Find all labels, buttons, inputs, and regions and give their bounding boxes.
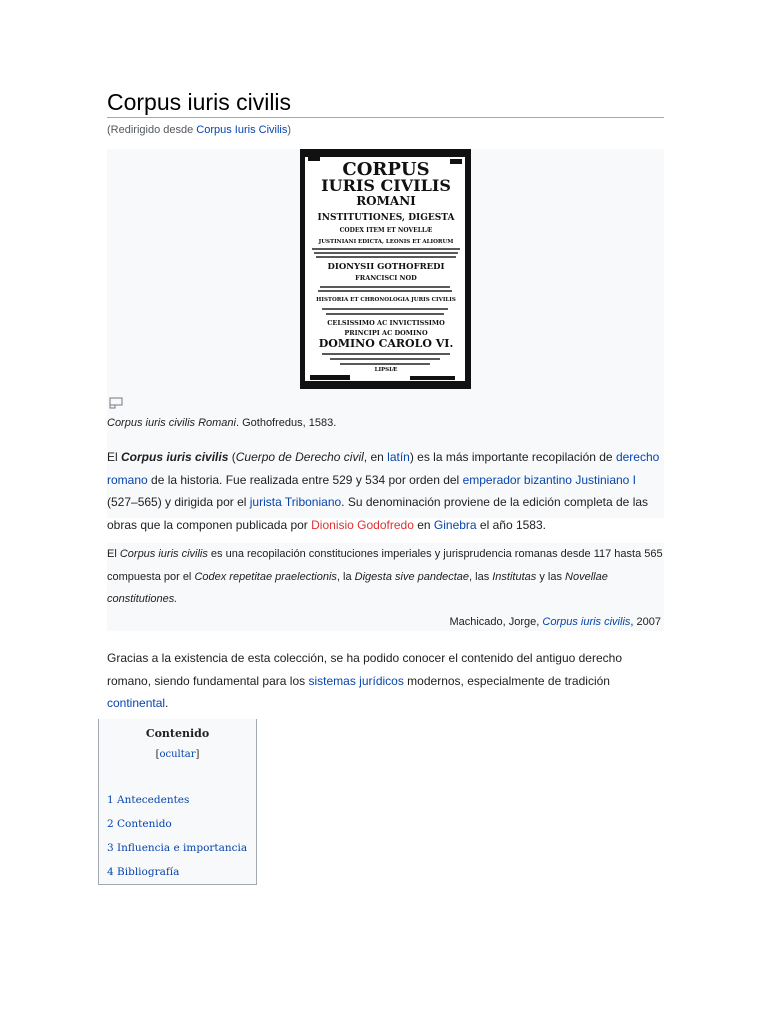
link-justiniano[interactable]: Justiniano I xyxy=(575,472,637,487)
link-ginebra[interactable]: Ginebra xyxy=(433,518,477,533)
redirect-prefix: (Redirigido desde xyxy=(107,124,197,136)
link-triboniano[interactable]: Triboniano xyxy=(284,495,342,510)
italic-term: Corpus iuris civilis xyxy=(119,548,208,560)
toc-toggle xyxy=(99,749,256,760)
text: (527–565) y dirigida por el xyxy=(107,495,250,510)
caption-title: Corpus iuris civilis Romani xyxy=(107,417,236,429)
toc-item[interactable] xyxy=(107,836,256,860)
text: . Su denominación proviene de la edición completa de las obras que la componen publicada por xyxy=(107,495,649,533)
bracket: [ xyxy=(155,749,160,760)
image-line-7: DIONYSII GOTHOFREDI xyxy=(327,262,445,272)
intro-paragraph xyxy=(107,446,664,537)
image-caption xyxy=(107,417,336,429)
article xyxy=(107,88,664,710)
text: Machicado, Jorge, xyxy=(449,615,543,628)
quote-source xyxy=(107,611,664,634)
text: de la historia. Fue realizada entre 529 y 534 por orden del xyxy=(147,472,463,487)
image-line-8: FRANCISCI NOD xyxy=(355,274,417,282)
image-line-6: JUSTINIANI EDICTA, LEONIS ET ALIORUM xyxy=(318,239,454,245)
text: y las xyxy=(536,570,566,583)
table-of-contents xyxy=(98,719,257,885)
image-line-13: LIPSIÆ xyxy=(374,367,398,373)
image-line-11: PRINCIPI AC DOMINO xyxy=(344,329,428,337)
toc-item-label[interactable]: 2 Contenido xyxy=(107,818,172,830)
toc-item[interactable] xyxy=(107,788,256,812)
image-line-3: ROMANI xyxy=(356,194,416,208)
page-title: Corpus iuris civilis xyxy=(107,88,664,118)
bold-term: Corpus iuris civilis xyxy=(121,450,229,464)
link-continental[interactable]: continental xyxy=(107,696,166,710)
toc-hide-link[interactable]: ocultar xyxy=(159,749,196,760)
book-title-page-image[interactable] xyxy=(300,149,471,389)
italic-term: Digesta sive pandectae xyxy=(354,570,470,583)
toc-item-label[interactable]: 3 Influencia e importancia xyxy=(107,842,248,854)
text: Gracias a la existencia de esta colección, se ha podido conocer el contenido del antiguo derecho romano, siendo fundamental para los xyxy=(107,651,622,688)
link-emperador-bizantino[interactable]: emperador bizantino xyxy=(462,472,572,487)
link-derecho-romano[interactable]: derecho romano xyxy=(107,450,660,487)
text: , la xyxy=(336,570,355,583)
blockquote xyxy=(107,543,664,631)
image-line-1: CORPUS xyxy=(342,159,430,180)
image-line-4: INSTITUTIONES, DIGESTA xyxy=(317,213,455,223)
text: , en xyxy=(363,450,388,464)
toc-item[interactable] xyxy=(107,860,256,884)
italic-term: Codex repetitae praelectionis xyxy=(194,570,337,583)
toc-item-label[interactable]: 4 Bibliografía xyxy=(107,866,180,878)
redlink-dionisio-godofredo[interactable]: Dionisio Godofredo xyxy=(311,518,414,533)
redirect-suffix: ) xyxy=(287,124,292,136)
italic-term: Novellae constitutiones. xyxy=(107,570,608,605)
text: El xyxy=(107,548,120,560)
link-jurista[interactable]: jurista xyxy=(249,495,282,510)
redirect-link[interactable]: Corpus Iuris Civilis xyxy=(196,124,288,136)
text: , las xyxy=(469,570,493,583)
text: . xyxy=(165,696,169,710)
text: El xyxy=(107,450,122,464)
text: en xyxy=(413,518,434,533)
text: es una recopilación constituciones imperiales y jurisprudencia romanas desde 117 hasta 565 compuesta por el xyxy=(107,548,663,583)
text: modernos, especialmente de tradición xyxy=(403,673,610,688)
link-sistemas-juridicos[interactable]: sistemas jurídicos xyxy=(308,673,404,688)
source-link[interactable]: Corpus iuris civilis xyxy=(542,615,631,628)
toc-item-label[interactable]: 1 Antecedentes xyxy=(107,794,190,806)
bracket: ] xyxy=(195,749,200,760)
text: ( xyxy=(228,450,236,464)
link-latin[interactable]: latín xyxy=(387,450,410,464)
italic-term: Institutas xyxy=(492,570,537,583)
toc-title: Contenido xyxy=(145,727,210,740)
image-line-2: IURIS CIVILIS xyxy=(321,176,451,195)
magnify-icon[interactable] xyxy=(109,397,123,409)
second-paragraph xyxy=(107,647,664,715)
caption-text: . Gothofredus, 1583. xyxy=(235,417,337,429)
image-line-10: CELSISSIMO AC INVICTISSIMO xyxy=(327,319,445,327)
text: ) es la más importante recopilación de xyxy=(409,450,616,464)
text: el año 1583. xyxy=(476,518,546,533)
toc-item[interactable] xyxy=(107,812,256,836)
redirect-note xyxy=(107,123,664,137)
toc-list xyxy=(107,788,256,884)
image-line-12: DOMINO CAROLO VI. xyxy=(318,337,454,350)
image-line-9: HISTORIA ET CHRONOLOGIA JURIS CIVILIS xyxy=(316,297,456,303)
quote-text xyxy=(107,543,664,611)
italic-translation: Cuerpo de Derecho civil xyxy=(235,450,364,464)
text: , 2007 xyxy=(630,615,661,628)
image-line-5: CODEX ITEM ET NOVELLÆ xyxy=(339,227,433,234)
